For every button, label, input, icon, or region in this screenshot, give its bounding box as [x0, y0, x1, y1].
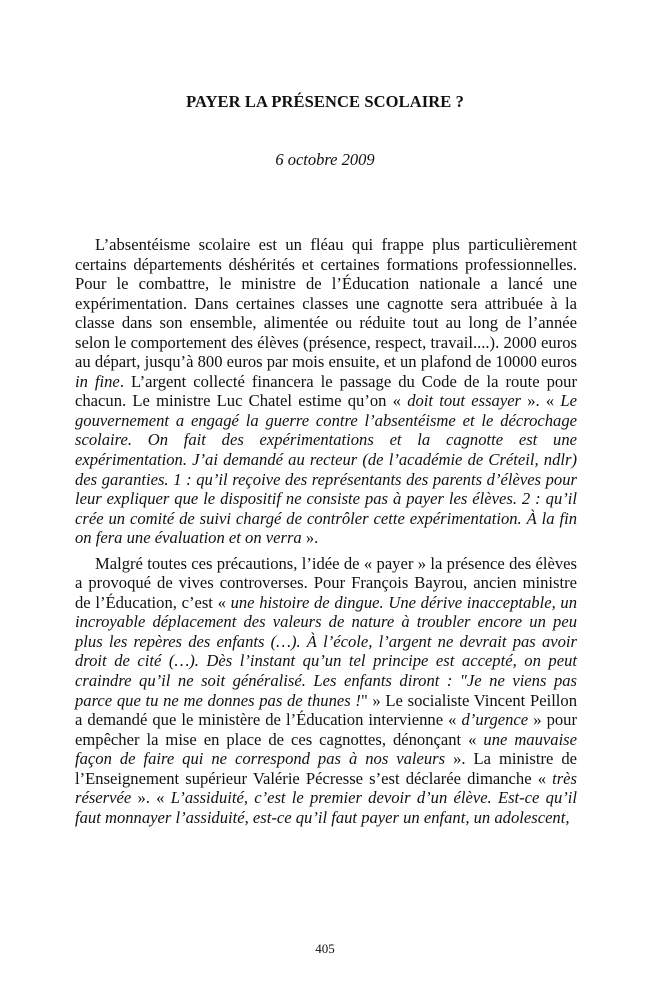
text-run: L’absentéisme scolaire est un fléau qui frappe plus particulièrement certains départements déshérités et certaines formations professionnelles. Pour le combattre, le ministre de l’Éducation nationale a lancé une expérimentation. Dans certaines classes une cagnotte sera attribuée à la classe dans son ensemble, alimentée ou réduite tout au long de l’année selon le comportement des élèves (présence, respect, travail....). 2000 euros au départ, jusqu’à 800 euros par mois ensuite, et un plafond de 10000 euros	[75, 235, 577, 372]
text-run: ».	[301, 528, 319, 548]
text-run: » pour empêcher la mise en place de ces cagnottes, dénonçant «	[75, 710, 577, 749]
quote-run: doit tout essayer	[407, 391, 522, 411]
page-title: PAYER LA PRÉSENCE SCOLAIRE ?	[186, 92, 464, 111]
quote-run: Le gouvernement a engagé la guerre contre l’absentéisme et le décrochage scolaire. On fait des expérimentations et la cagnotte est une expérimentation. J’ai demandé au recteur (de l’académie de Créteil, ndlr) des garanties. 1 : qu’il reçoive des représentants des parents d’élèves pour leur expliquer que le dispositif ne consiste pas à payer les élèves. 2 : qu’il crée un comité de suivi chargé de contrôler cette expérimentation. À la fin on fera une évaluation et on verra	[75, 391, 577, 548]
text-run: " » Le socialiste Vincent Peillon a demandé que le ministère de l’Éducation intervienne «	[75, 690, 578, 730]
italic-run: in fine	[75, 371, 120, 391]
quote-run: une histoire de dingue. Une dérive inacceptable, un incroyable déplacement des valeurs de nature à troubler encore un peu plus les repères des enfants (…). À l’école, l’argent ne devrait pas avoir droit de cité (…). Dès l’instant qu’un tel principe est accepté, on peut craindre qu’il ne soit généralisé. Les enfants diront : "Je ne viens pas parce que tu ne me donnes pas de thunes !	[75, 592, 578, 710]
text-run: ». «	[131, 788, 171, 808]
text-run: Malgré toutes ces précautions, l’idée de « payer » la présence des élèves a provoqué de vives controverses. Pour François Bayrou, ancien ministre de l’Éducation, c’est «	[75, 553, 577, 612]
text-run: ». «	[521, 391, 561, 411]
article-body	[75, 235, 577, 827]
text-run: ». La ministre de l’Enseignement supérieur Valérie Pécresse s’est déclarée dimanche «	[75, 749, 577, 788]
paragraph	[75, 554, 577, 828]
article-date: 6 octobre 2009	[275, 150, 375, 169]
text-run: . L’argent collecté financera le passage du Code de la route pour chacun. Le ministre Luc Chatel estime qu’on «	[75, 371, 577, 411]
paragraph	[75, 235, 577, 548]
page-number: 405	[315, 941, 335, 956]
quote-run: d’urgence	[461, 710, 529, 730]
quote-run: très réservée	[75, 768, 577, 808]
quote-run: une mauvaise façon de faire qui ne correspond pas à nos valeurs	[75, 729, 577, 769]
quote-run: L’assiduité, c’est le premier devoir d’un élève. Est-ce qu’il faut monnayer l’assiduité, est-ce qu’il faut payer un enfant, un adolescent,	[75, 788, 577, 827]
